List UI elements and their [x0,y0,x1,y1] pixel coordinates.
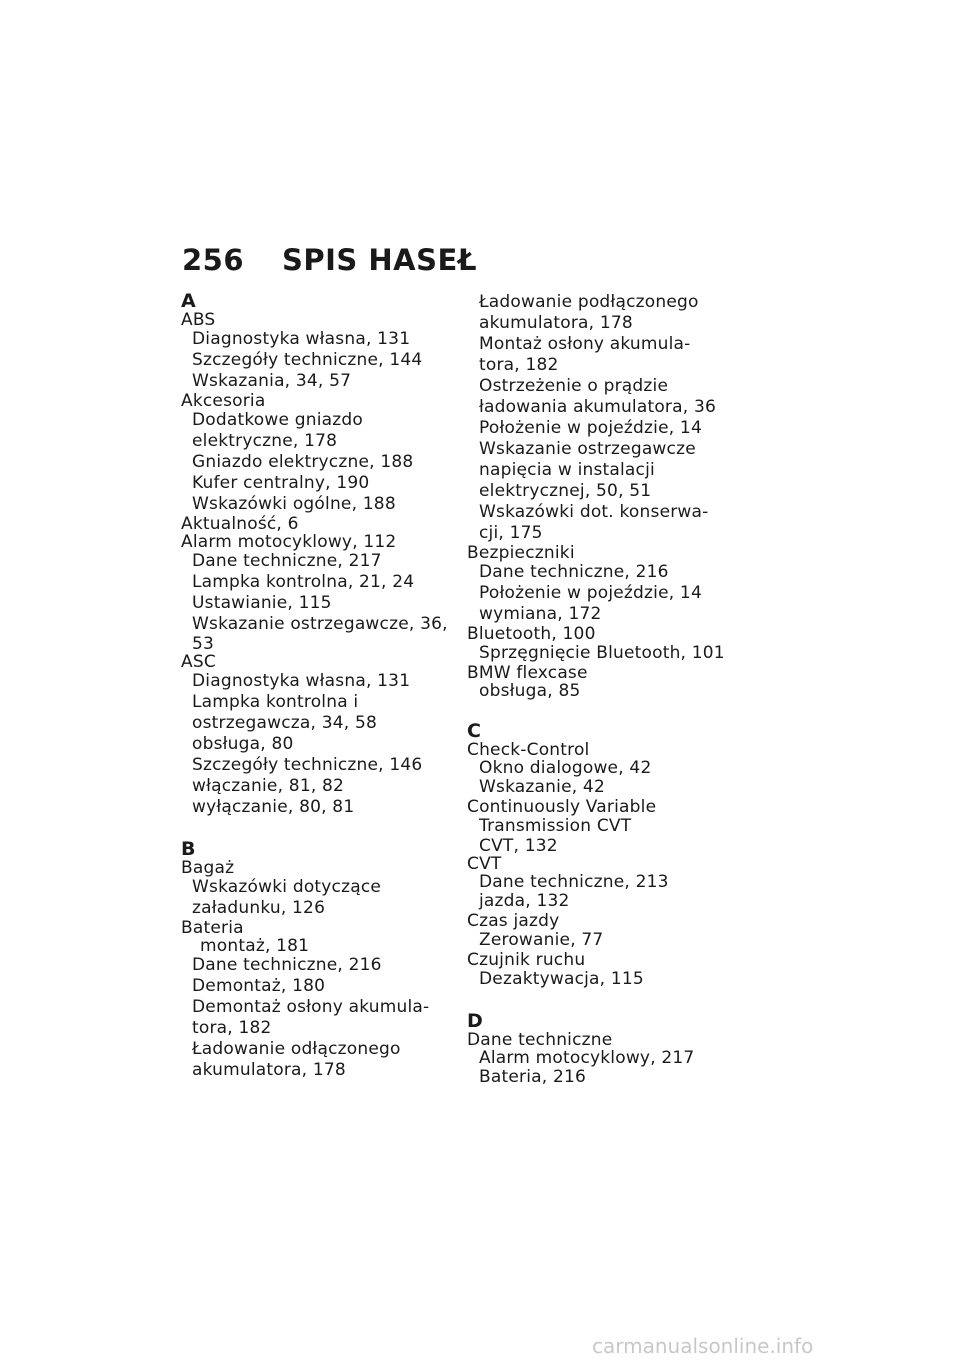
index-subterms [467,1049,727,1088]
index-term: Bagaż [181,858,235,878]
index-subterms [467,292,727,544]
index-subterms [467,930,727,951]
page-title: SPIS HASEŁ [282,243,477,277]
index-subterm: Położenie w pojeździe, 14 [479,418,702,438]
index-subterm: CVT, 132 [479,836,558,856]
index-column-left [181,292,451,1081]
index-subterms [181,671,451,818]
index-term: ASC [181,652,216,672]
index-subterm: Gniazdo elektryczne, 188 [192,452,414,472]
index-subterm: elektryczne, 178 [192,431,338,451]
section-letter: A [181,290,196,312]
index-subterm: tora, 182 [479,355,559,375]
index-subterm: Lampka kontrolna, 21, 24 [192,572,415,592]
index-subterm: Dezaktywacja, 115 [479,969,644,989]
index-term: Czujnik ruchu [467,950,586,970]
index-subterm: ostrzegawcza, 34, 58 [192,713,377,733]
index-subterms [467,562,727,625]
index-subterm: jazda, 132 [479,891,570,911]
index-subterm: wymiana, 172 [479,604,602,624]
index-term: Bateria [181,918,244,938]
index-subterms [181,877,451,919]
index-subterm: Bateria, 216 [479,1067,586,1087]
index-subterms [181,329,451,392]
index-subterm: obsługa, 80 [192,734,294,754]
index-subterm: Demontaż, 180 [192,976,326,996]
index-subterm: akumulatora, 178 [192,1060,346,1080]
index-subterm: Montaż osłony akumula- [479,334,691,354]
index-subterm: Sprzęgnięcie Bluetooth, 101 [479,643,725,663]
index-subterm: Szczegóły techniczne, 146 [192,755,423,775]
index-subterm: cji, 175 [479,523,543,543]
index-subterm: Dane techniczne, 213 [479,872,669,892]
section-letter: C [467,720,482,742]
index-subterms [467,682,727,700]
index-subterm: Wskazanie, 42 [479,777,605,797]
index-subterms [181,937,451,1081]
index-subterms [181,410,451,515]
index-subterm: tora, 182 [192,1018,272,1038]
index-subterm: obsługa, 85 [479,681,581,701]
index-subterm: wyłączanie, 80, 81 [192,797,355,817]
index-subterm: włączanie, 81, 82 [192,776,345,796]
index-subterms [467,643,727,664]
index-term: Aktualność, 6 [181,514,299,534]
index-subterm: napięcia w instalacji [479,460,655,480]
index-term: Czas jazdy [467,911,560,931]
index-subterm: elektrycznej, 50, 51 [479,481,652,501]
index-subterm: Okno dialogowe, 42 [479,758,652,778]
index-subterm: Diagnostyka własna, 131 [192,671,411,691]
index-term: Bezpieczniki [467,543,575,563]
index-subterms [467,816,727,855]
index-subterm: Wskazanie ostrzegawcze, 36, [192,614,448,634]
index-term: Akcesoria [181,391,266,411]
index-term: CVT [467,854,502,874]
index-subterm: Dane techniczne, 217 [192,551,382,571]
index-subterm: Zerowanie, 77 [479,930,604,950]
index-subterm: Demontaż osłony akumula- [192,997,430,1017]
index-subterm: Dodatkowe gniazdo [192,410,363,430]
index-subterm: Dane techniczne, 216 [479,562,669,582]
index-subterm: Kufer centralny, 190 [192,473,370,493]
index-subterm: Alarm motocyklowy, 217 [479,1048,695,1068]
index-subterms [467,969,727,990]
index-subterm: Położenie w pojeździe, 14 [479,583,702,603]
index-subterm: ładowania akumulatora, 36 [479,397,716,417]
index-subterm: Dane techniczne, 216 [192,955,382,975]
index-subterm: Wskazania, 34, 57 [192,371,352,391]
index-subterm: Szczegóły techniczne, 144 [192,350,423,370]
index-subterm: Wskazówki dotyczące [192,877,382,897]
page-header [182,243,477,277]
index-subterm: Wskazanie ostrzegawcze [479,439,696,459]
index-term: Alarm motocyklowy, 112 [181,532,397,552]
index-subterms [181,551,451,653]
index-subterm: Wskazówki dot. konserwa- [479,502,709,522]
index-subterm: Ładowanie odłączonego [192,1039,401,1059]
section-letter: B [181,838,196,860]
index-column-right [467,292,727,1088]
index-subterm: załadunku, 126 [192,898,326,918]
index-subterm: Wskazówki ogólne, 188 [192,494,396,514]
index-term: Dane techniczne [467,1030,613,1050]
index-term: Continuously Variable [467,797,657,817]
index-subterms [467,759,727,798]
section-letter: D [467,1010,483,1032]
index-subterm: Diagnostyka własna, 131 [192,329,411,349]
watermark: carmanualsonline.info [592,1334,814,1358]
index-subterm: Ustawianie, 115 [192,593,332,613]
index-subterm: Lampka kontrolna i [192,692,359,712]
index-subterm: 53 [192,634,215,654]
index-subterm: Ładowanie podłączonego [479,292,699,312]
index-term: Check-Control [467,740,590,760]
index-subterm: montaż, 181 [200,936,310,956]
index-subterm: Transmission CVT [479,816,632,836]
index-subterm: Ostrzeżenie o prądzie [479,376,669,396]
page-number: 256 [182,243,245,277]
index-term: BMW flexcase [467,663,588,683]
index-term: Bluetooth, 100 [467,624,596,644]
index-term: ABS [181,310,216,330]
index-subterm: akumulatora, 178 [479,313,633,333]
index-subterms [467,873,727,912]
